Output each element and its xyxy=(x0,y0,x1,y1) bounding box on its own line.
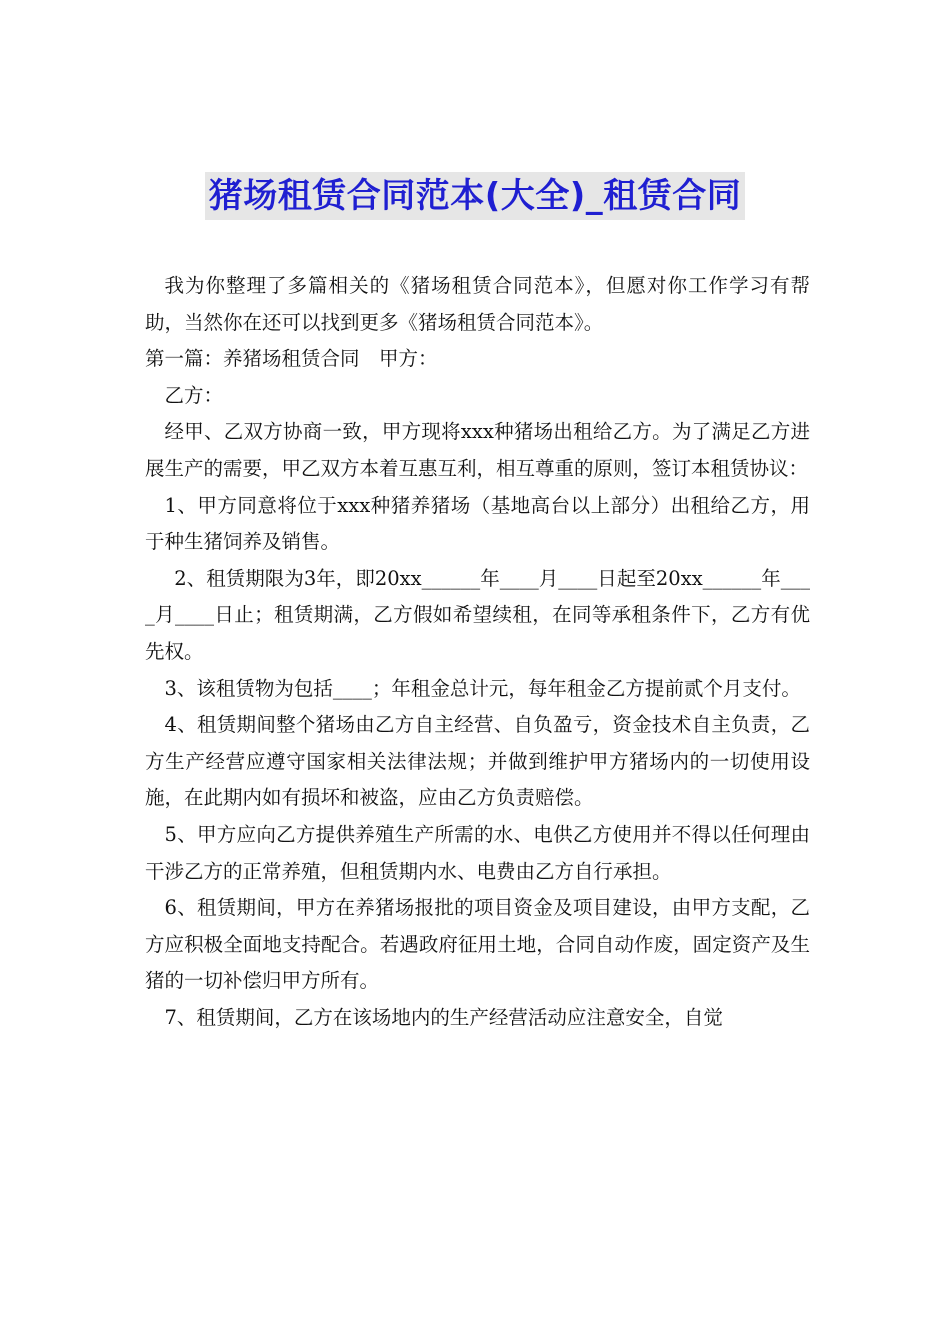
document-body xyxy=(145,268,810,1036)
clause-6: 6、租赁期间，甲方在养猪场报批的项目资金及项目建设，由甲方支配，乙方应积极全面地支持配合。若遇政府征用土地，合同自动作废，固定资产及生猪的一切补偿归甲方所有。 xyxy=(145,896,810,993)
clause-3: 3、该租赁物为包括____；年租金总计元，每年租金乙方提前贰个月支付。 xyxy=(164,676,801,700)
party-b-line: 乙方： xyxy=(164,383,224,407)
preamble-paragraph: 经甲、乙双方协商一致，甲方现将xxx种猪场出租给乙方。为了满足乙方进展生产的需要，甲乙双方本着互惠互利，相互尊重的原则，签订本租赁协议： xyxy=(145,420,810,480)
clause-4: 4、租赁期间整个猪场由乙方自主经营、自负盈亏，资金技术自主负责，乙方生产经营应遵守国家相关法律法规；并做到维护甲方猪场内的一切使用设施，在此期内如有损坏和被盗，应由乙方负责赔偿。 xyxy=(145,713,810,810)
title-container xyxy=(0,172,950,220)
intro-paragraph: 我为你整理了多篇相关的《猪场租赁合同范本》，但愿对你工作学习有帮助，当然你在还可以找到更多《猪场租赁合同范本》。 xyxy=(145,274,810,334)
clause-5: 5、甲方应向乙方提供养殖生产所需的水、电供乙方使用并不得以任何理由干涉乙方的正常养殖，但租赁期内水、电费由乙方自行承担。 xyxy=(145,822,810,883)
clause-1: 1、甲方同意将位于xxx种猪养猪场（基地高台以上部分）出租给乙方，用于种生猪饲养及销售。 xyxy=(145,493,810,554)
document-title: 猪场租赁合同范本(大全)_租赁合同 xyxy=(205,172,746,220)
section-heading: 第一篇：养猪场租赁合同 甲方： xyxy=(145,347,438,371)
clause-2: 2、租赁期限为3年，即20xx______年____月____日起至20xx______年____月____日止；租赁期满，乙方假如希望续租，在同等承租条件下，乙方有优先权。 xyxy=(145,566,810,663)
clause-7: 7、租赁期间，乙方在该场地内的生产经营活动应注意安全，自觉 xyxy=(164,1005,723,1029)
